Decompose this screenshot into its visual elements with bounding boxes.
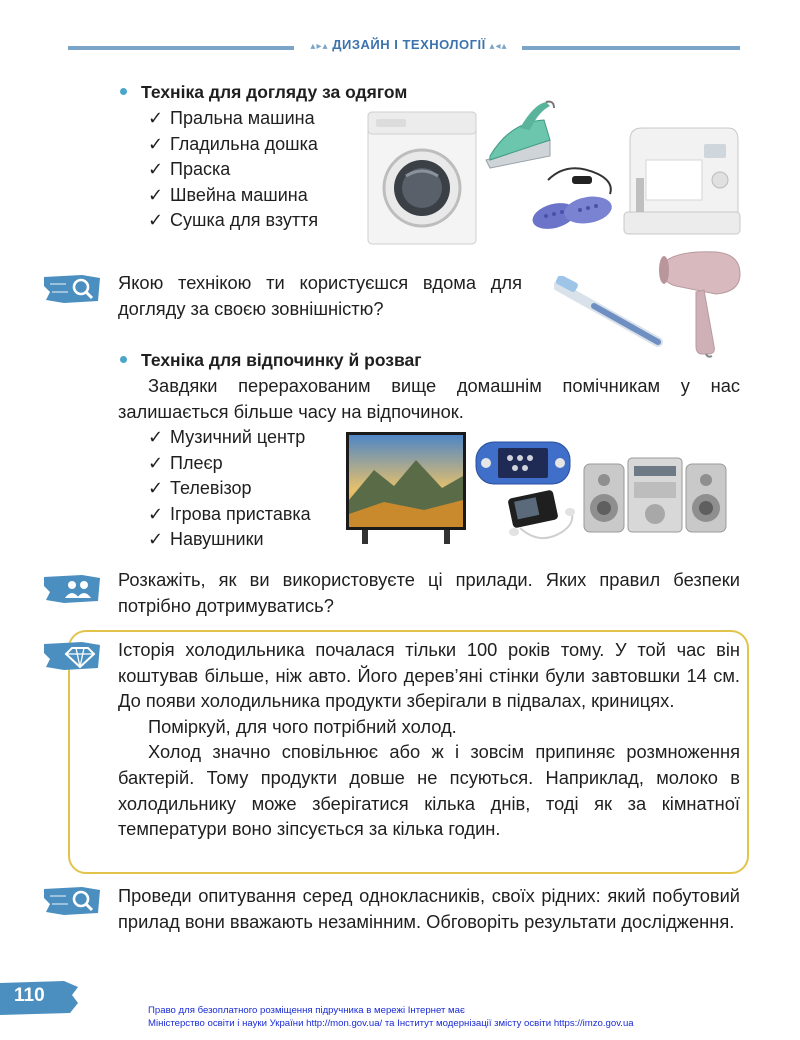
clothing-checklist <box>148 106 318 234</box>
toothbrush-image <box>554 276 666 350</box>
check-icon: ✓ <box>148 133 164 154</box>
check-icon: ✓ <box>148 427 164 447</box>
list-item-label: Плеєр <box>170 452 223 473</box>
leisure-intro-paragraph: Завдяки перерахованим вище домашнім помічникам у нас залишається більше часу на відпочинок. <box>118 375 740 422</box>
question-1-paragraph: Якою технікою ти користуєшся вдома для догляду за своєю зовнішністю? <box>118 272 522 319</box>
game-console-image <box>474 438 572 488</box>
list-item-label: Гладильна дошка <box>170 133 318 154</box>
fact-text <box>118 637 740 842</box>
shoe-dryer-image <box>518 160 620 240</box>
list-item <box>148 527 311 553</box>
hair-dryer-image <box>656 246 746 358</box>
list-item <box>148 208 318 234</box>
running-header <box>300 37 518 52</box>
check-icon: ✓ <box>148 478 164 498</box>
list-item <box>148 476 311 502</box>
section-leisure-title-text: Техніка для відпочинку й розваг <box>141 350 422 370</box>
leisure-checklist <box>148 425 311 553</box>
diamond-icon <box>44 641 102 671</box>
question-1-text <box>118 270 522 321</box>
washing-machine-image <box>366 110 478 246</box>
header-ornament-left: ▴▸▴ <box>310 41 333 52</box>
fact-paragraph-3: Холод значно сповільнює або ж і зовсім припиняє розмноження бактерій. Тому продукти довше не псуються. Наприклад, молоко в холодильнику може зберігатися кілька днів, тоді як за кімнатної температури воно зіпсується за кілька годин. <box>118 741 740 840</box>
question-2-text <box>118 883 740 934</box>
section-leisure-title <box>120 350 422 371</box>
section-clothing-title <box>120 82 407 103</box>
check-icon: ✓ <box>148 210 164 230</box>
check-icon: ✓ <box>148 503 164 524</box>
footer-notice <box>148 1004 634 1030</box>
list-item <box>148 502 311 528</box>
list-item-label: Музичний центр <box>170 427 306 447</box>
list-item <box>148 157 318 183</box>
list-item-label: Праска <box>170 159 231 179</box>
group-work-icon <box>44 574 102 604</box>
list-item-label: Пральна машина <box>170 108 315 128</box>
header-title-text: ДИЗАЙН І ТЕХНОЛОГІЇ <box>332 37 486 52</box>
list-item-label: Телевізор <box>170 478 252 498</box>
group-task-text <box>118 567 740 618</box>
fact-paragraph-2: Поміркуй, для чого потрібний холод. <box>148 715 457 737</box>
list-item-label: Ігрова приставка <box>170 503 311 524</box>
check-icon: ✓ <box>148 108 164 128</box>
television-image <box>344 430 468 548</box>
list-item-label: Сушка для взуття <box>170 210 319 230</box>
bullet-dot <box>120 356 127 363</box>
list-item <box>148 425 311 451</box>
header-ornament-right: ▴◂▴ <box>485 41 508 52</box>
check-icon: ✓ <box>148 159 164 179</box>
list-item <box>148 451 311 477</box>
media-player-image <box>500 488 580 548</box>
section-clothing-title-text: Техніка для догляду за одягом <box>141 82 408 102</box>
magnifier-icon <box>44 274 102 304</box>
group-task-paragraph: Розкажіть, як ви використовуєте ці прилади. Яких правил безпеки потрібно дотримуватись? <box>118 569 740 616</box>
check-icon: ✓ <box>148 452 164 473</box>
question-2-paragraph: Проведи опитування серед однокласників, своїх рідних: який побутовий прилад вони вважають незамінним. Обговоріть результати дослідження. <box>118 885 740 932</box>
list-item-label: Швейна машина <box>170 184 308 205</box>
check-icon: ✓ <box>148 184 164 205</box>
header-rule-left <box>68 46 294 50</box>
header-rule-right <box>522 46 740 50</box>
list-item-label: Навушники <box>170 529 264 549</box>
bullet-dot <box>120 88 127 95</box>
list-item <box>148 183 318 209</box>
page-number: 110 <box>14 985 45 1006</box>
fact-paragraph-1: Історія холодильника почалася тільки 100 років тому. У той час він коштував більше, ніж авто. Його дерев’яні стінки були завтовшки 14 см. До появи холодильника продукти зберігали в підвалах, криницях. <box>118 639 740 712</box>
list-item <box>148 106 318 132</box>
list-item <box>148 132 318 158</box>
leisure-intro <box>118 373 740 424</box>
sewing-machine-image <box>620 120 744 238</box>
footer-line-1: Право для безоплатного розміщення підручника в мережі Інтернет має <box>148 1005 465 1016</box>
footer-line-2: Міністерство освіти і науки України http://mon.gov.ua/ та Інститут модернізації змісту освіти https://imzo.gov.ua <box>148 1018 634 1029</box>
check-icon: ✓ <box>148 529 164 549</box>
music-center-image <box>582 456 728 536</box>
magnifier-icon <box>44 886 102 916</box>
